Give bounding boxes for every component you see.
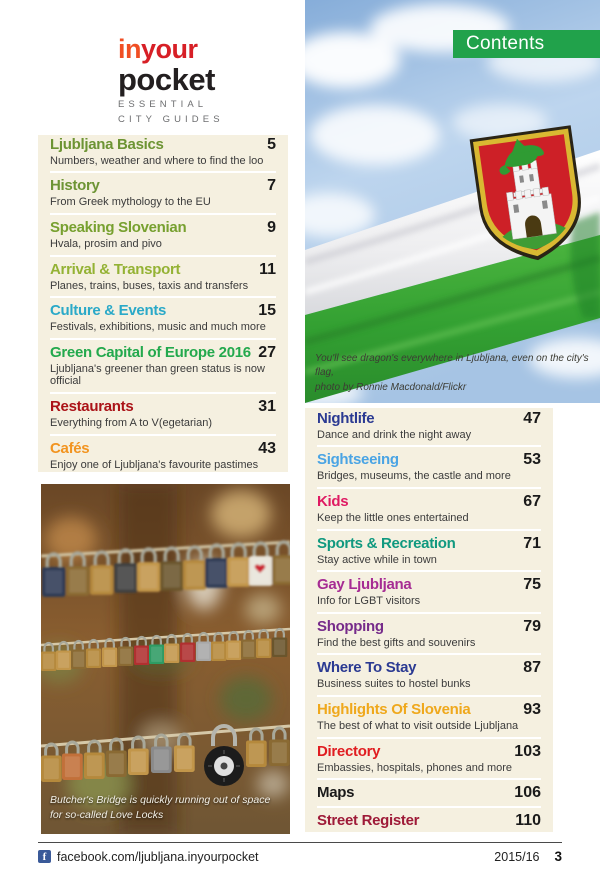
logo-in: in (118, 34, 141, 64)
toc-entry-subtitle: Everything from A to V(egetarian) (50, 417, 213, 430)
toc-entry-header (50, 219, 276, 237)
toc-entry-page-number: 71 (523, 534, 541, 552)
toc-entry-page-number: 7 (267, 177, 276, 195)
ljubljana-flag-photo (305, 0, 600, 403)
toc-entry-header (317, 701, 541, 719)
toc-entry[interactable] (50, 257, 276, 299)
toc-entry-title: Street Register (317, 812, 420, 830)
footer-right (494, 849, 562, 864)
toc-entry-header (50, 344, 276, 362)
toc-entry-title: Where To Stay (317, 659, 417, 677)
toc-entry-header (317, 535, 541, 553)
footer-divider (38, 842, 562, 843)
toc-entry[interactable] (50, 298, 276, 340)
edition-label: 2015/16 (494, 850, 540, 864)
toc-entry-subtitle: Embassies, hospitals, phones and more (317, 761, 513, 774)
toc-entry-subtitle: Bridges, museums, the castle and more (317, 470, 511, 483)
toc-left-panel (38, 135, 288, 472)
toc-entry-header (317, 410, 541, 428)
logo-wordmark-line2: pocket (118, 62, 215, 97)
toc-entry-title: Sports & Recreation (317, 534, 456, 552)
toc-entry-subtitle: Keep the little ones entertained (317, 511, 469, 524)
toc-entry-subtitle: Find the best gifts and souvenirs (317, 636, 476, 649)
flag-caption-line1: You'll see dragon's everywhere in Ljubljana, even on the city's flag, (315, 352, 589, 378)
toc-entry-header (50, 261, 276, 279)
toc-entry-subtitle: Ljubljana's greener than green status is now official (50, 362, 265, 388)
toc-entry-header (317, 784, 541, 802)
toc-entry-page-number: 67 (523, 492, 541, 510)
toc-entry-title: Highlights Of Slovenia (317, 701, 471, 719)
toc-entry-subtitle: Enjoy one of Ljubljana's favourite pastimes (50, 458, 259, 471)
toc-entry-page-number: 106 (514, 784, 541, 802)
toc-entry-subtitle: Business suites to hostel bunks (317, 678, 471, 691)
toc-entry-page-number: 43 (258, 439, 276, 457)
love-locks-photo (41, 484, 290, 834)
toc-entry-subtitle: The best of what to visit outside Ljubljana (317, 720, 519, 733)
toc-entry-subtitle: Dance and drink the night away (317, 428, 472, 441)
toc-entry-header (317, 576, 541, 594)
toc-entry-page-number: 75 (523, 576, 541, 594)
toc-entry-subtitle: Info for LGBT visitors (317, 595, 421, 608)
toc-entry-header (317, 659, 541, 677)
logo-wordmark-line1 (118, 36, 224, 63)
toc-entry[interactable] (50, 215, 276, 257)
inyourpocket-logo (118, 36, 224, 124)
toc-entry-page-number: 93 (523, 701, 541, 719)
toc-entry-header (317, 493, 541, 511)
toc-entry-subtitle: Planes, trains, buses, taxis and transfers (50, 279, 249, 292)
toc-entry[interactable] (317, 780, 541, 808)
toc-entry-header (50, 440, 276, 458)
toc-entry-header (317, 743, 541, 761)
locks-photo-illustration (41, 484, 290, 834)
toc-entry-header (50, 136, 276, 154)
footer (38, 849, 562, 864)
toc-entry-page-number: 79 (523, 617, 541, 635)
toc-entry-header (317, 812, 541, 830)
toc-entry-subtitle: Festivals, exhibitions, music and much more (50, 321, 266, 334)
flag-photo-caption (315, 352, 590, 396)
toc-entry-title: Ljubljana Basics (50, 135, 164, 153)
toc-entry[interactable] (50, 132, 276, 174)
toc-entry-title: Green Capital of Europe 2016 (50, 343, 251, 361)
toc-entry-title: Speaking Slovenian (50, 218, 187, 236)
toc-right-panel (305, 408, 553, 832)
toc-entry-title: Restaurants (50, 398, 134, 416)
toc-entry-page-number: 87 (523, 659, 541, 677)
facebook-link[interactable] (38, 850, 259, 864)
flag-caption-line2: photo by Ronnie Macdonald/Flickr (315, 381, 467, 393)
flag-photo-illustration (305, 0, 600, 403)
toc-entry-subtitle: From Greek mythology to the EU (50, 196, 211, 209)
toc-entry-page-number: 11 (259, 260, 276, 278)
toc-entry-page-number: 15 (258, 302, 276, 320)
toc-entry-subtitle: Numbers, weather and where to find the loo (50, 154, 264, 167)
toc-entry[interactable] (50, 340, 276, 394)
toc-entry-subtitle: Stay active while in town (317, 553, 437, 566)
toc-entry-title: Kids (317, 492, 349, 510)
toc-entry[interactable] (317, 655, 541, 697)
toc-entry-page-number: 47 (523, 409, 541, 427)
facebook-url-text: facebook.com/ljubljana.inyourpocket (57, 849, 259, 864)
locks-photo-caption: Butcher's Bridge is quickly running out of space for so-called Love Locks (50, 793, 271, 822)
page-number: 3 (554, 849, 562, 864)
toc-entry-title: Arrival & Transport (50, 260, 181, 278)
toc-entry[interactable] (317, 614, 541, 656)
toc-entry[interactable] (317, 808, 541, 834)
contents-banner: Contents (453, 30, 600, 58)
toc-entry-subtitle: Hvala, prosim and pivo (50, 237, 162, 250)
toc-entry[interactable] (317, 489, 541, 531)
toc-entry[interactable] (317, 697, 541, 739)
toc-entry-page-number: 9 (267, 218, 276, 236)
toc-entry-title: Sightseeing (317, 451, 399, 469)
toc-entry-title: Shopping (317, 617, 384, 635)
toc-entry-page-number: 103 (514, 742, 541, 760)
toc-entry[interactable] (317, 531, 541, 573)
toc-entry-title: Culture & Events (50, 302, 167, 320)
toc-entry-header (50, 177, 276, 195)
toc-entry[interactable] (317, 447, 541, 489)
toc-entry[interactable] (317, 406, 541, 448)
toc-entry-header (317, 618, 541, 636)
toc-entry-page-number: 27 (258, 343, 276, 361)
toc-entry-title: Maps (317, 784, 355, 802)
logo-your: your (141, 34, 198, 64)
toc-entry-page-number: 53 (523, 451, 541, 469)
logo-tagline-line2: CITY GUIDES (118, 113, 224, 125)
toc-entry-title: Nightlife (317, 409, 375, 427)
toc-entry-header (317, 451, 541, 469)
toc-entry-header (50, 398, 276, 416)
facebook-icon: f (38, 850, 51, 863)
toc-entry[interactable] (317, 739, 541, 781)
toc-entry[interactable] (50, 436, 276, 476)
toc-entry[interactable] (50, 394, 276, 436)
toc-entry-title: Cafés (50, 439, 90, 457)
logo-tagline-line1: ESSENTIAL (118, 99, 208, 110)
toc-entry-page-number: 31 (258, 398, 276, 416)
toc-entry-title: Directory (317, 742, 381, 760)
toc-entry-page-number: 110 (515, 812, 541, 830)
toc-entry-title: History (50, 177, 100, 195)
toc-entry-title: Gay Ljubljana (317, 576, 412, 594)
toc-entry-header (50, 302, 276, 320)
toc-entry[interactable] (317, 572, 541, 614)
toc-entry[interactable] (50, 173, 276, 215)
toc-entry-page-number: 5 (267, 135, 276, 153)
